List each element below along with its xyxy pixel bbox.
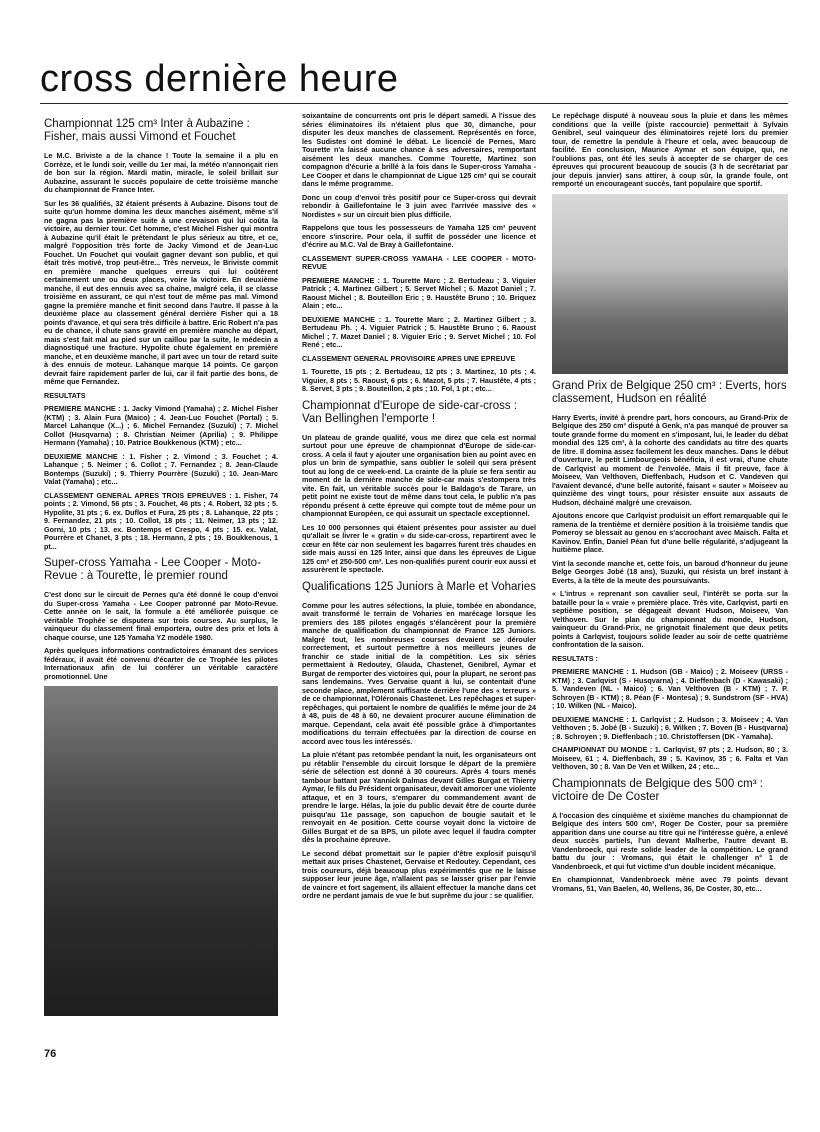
results-second-race: DEUXIEME MANCHE : 1. Fisher ; 2. Vimond ; 3. Fouchet ; 4. Lahanque ; 5. Neimer ; 6. Collot ; 7. Fernandez ; 8. Jean-Claude Bontemps (Suzuki) ; 9. Thierry Pourrère (Suzuki) ; 10. Jean-Marc Valat (Yamaha) ; etc... [44,451,278,486]
results-standings: 1. Tourette, 15 pts ; 2. Bertudeau, 12 pts ; 3. Martinez, 10 pts ; 4. Viguier, 8 pts ; 5. Raoust, 6 pts ; 6. Mazot, 5 pts ; 7. Haustête, 4 pts ; 8. Servet, 3 pts ; 9. Bouteillon, 2 pts ; 10. Fol, 1 pt ; etc... [302,367,536,393]
paragraph: Donc un coup d'envoi très positif pour ce Super-cross qui devrait rebondir à Gaillefontaine le 3 juin avec l'arrivée massive des « Nordistes » sur un circuit bien plus difficile. [302,192,536,219]
paragraph: Rappelons que tous les possesseurs de Yamaha 125 cm³ peuvent encore s'inscrire. Pour cela, il suffit de posséder une licence et d'écrire au M.C. Val de Bray à Gaillefontaine. [302,223,536,249]
results-standings: CLASSEMENT GENERAL APRES TROIS EPREUVES : 1. Fisher, 74 points ; 2. Vimond, 56 pts ; 3. Fouchet, 46 pts ; 4. Robert, 32 pts ; 5. Hypolite, 31 pts ; 6. ex. Duflos et Fura, 25 pts ; 8. Lahanque, 22 pts ; 9. Fernandez, 21 pts ; 10. Collot, 18 pts ; 11. Neimer, 13 pts ; 12. Gorni, 10 pts ; 13. ex. Bontemps et Crespo, 4 pts ; 15. ex. Valat, Pourrère et Chanet, 3 pts ; 18. Hermann, 2 pts ; 19. Boukkenous, 1 pt... [44,490,278,551]
motocross-riders-photo [552,194,788,374]
paragraph: Après quelques informations contradictoires émanant des services fédéraux, il avait été convenu d'écarter de ce Trophée les pilotes Internationaux afin de lui conférer un véritable caractère promotionnel. Une [44,646,278,681]
results-heading: CLASSEMENT SUPER-CROSS YAMAHA - LEE COOPER - MOTO-REVUE [302,253,536,271]
article-heading-gp-belgique: Grand Prix de Belgique 250 cm³ : Everts, hors classement, Hudson en réalité [552,379,787,405]
paragraph: Le repêchage disputé à nouveau sous la pluie et dans les mêmes conditions que la veille (piste raccourcie) permettait à Sylvain Genibrel, seul vainqueur des éliminatoires rejeté lors du premier tour, de remettre la pendule à l'heure et cela, avec beaucoup de facilité. En conclusion, Maurice Aymar et son équipe, qui, ne l'oublions pas, ont été les seuls à accepter de se charger de ces épreuves qui procurent beaucoup de soucis (3 h de secrétariat par jour depuis janvier) sans attirer, à coup sûr, la grande foule, ont remporté un encourageant succès, tant populaire que sportif. [552,111,788,188]
paragraph: Sur les 36 qualifiés, 32 étaient présents à Aubazine. Disons tout de suite qu'un homme domina les deux manches aisément, même s'il ne gagna pas la première suite à une crevaison qui lui coûta la victoire, au dernier tour. Cet homme, c'est Michel Fisher qui montra à Aubazine qu'il était le prétendant le plus sérieux au titre, et ce, malgré l'opposition très forte de Jacky Vimond et de Jean-Luc Fouchet. Un Fouchet qui voulait gagner devant son public, et qui était très motivé, trop peut-être... Très nerveux, le Briviste commit en première manche quelques erreurs qui lui coûtèrent certainement une ou deux places, voire la victoire. En deuxième manche, il eut des ennuis avec sa chaîne, malgré cela, il se classe troisième en assurant, ce qui n'est tout de même pas mal. Vimond gagne la première manche et finit second dans l'autre. Il passe à la deuxième place au classement général derrière Fisher qui a 18 points d'avance, et qui sera très difficile à battre. Eric Robert n'a pas eu de chance, il chute sans gravité en première manche au départ, mais s'est fait mal au pied sur un caillou par la suite, le médecin a diagnostiqué une fracture. Hypolite chute également en première manche, et en deuxième manche, il part avec un tour de retard suite à des ennuis de moteur. Lahanque marque 14 points. Ce garçon devrait faire rapidement parler de lui, car il fait partie des bons, de même que Fernandez. [44,198,278,386]
page-title: cross dernière heure [40,58,399,100]
results-first-race: PREMIERE MANCHE : 1. Jacky Vimond (Yamaha) ; 2. Michel Fisher (KTM) ; 3. Alain Fura (Maico) ; 4. Jean-Luc Fouchet (Portal) ; 5. Marcel Lahanque (X...) ; 6. Michel Fernandez (Suzuki) ; 7. Michel Collot (Husqvarna) ; 8. Christian Neimer (Aprilia) ; 9. Philippe Hermann (Yamaha) ; 10. Patrice Boukkenous (KTM) ; etc... [44,404,278,447]
results-heading: RESULTATS : [552,653,598,663]
results-second-race: DEUXIEME MANCHE : 1. Carlqvist ; 2. Hudson ; 3. Moiseev ; 4. Van Velthoven ; 5. Jobé (B - Suzuki) ; 6. Wilken ; 7. Boven (B - Husqvarna) ; 8. Schroyen ; 9. Dieffenbach ; 10. Christoffersen (DK - Yamaha). [552,714,788,741]
paragraph: Le M.C. Briviste a de la chance ! Toute la semaine il a plu en Corrèze, et le lundi soir, veille du 1er mai, la météo n'annonçait rien de bon sur la région. Mardi matin, miracle, le soleil brillait sur Aubazine, assurant le succès populaire de cette troisième manche du championnat de France Inter. [44,151,278,194]
article-heading-supercross: Super-cross Yamaha - Lee Cooper - Moto-Revue : à Tourette, le premier round [44,557,261,582]
paragraph: La pluie n'étant pas retombée pendant la nuit, les organisateurs ont pu rétablir l'ensemble du circuit lorsque le départ de la première série de sélection est donné à 30 coureurs. Après 4 tours menés tambour battant par Yannick Dalmas devant Gilles Burgat et Thierry Aymar, le fils du Président organisateur, devait amorcer une violente attaque, et en 3 tours, s'emparer du commandement avant de prendre le large. Hélas, la joie du public devait être de courte durée puisqu'au 11e passage, son capuchon de bougie sautait et le renvoyait en 4e position. Cette course voyait donc la victoire de Gilles Burgat et de sa BPS, un pilote avec lequel il faudra compter dès la prochaine épreuve. [302,750,536,844]
article-heading-aubazine: Championnat 125 cm³ Inter à Aubazine : Fisher, mais aussi Vimond et Fouchet [44,118,250,143]
paragraph: Comme pour les autres sélections, la pluie, tombée en abondance, avait transformé le terrain de Voharies en marécage lorsque les premiers des 185 pilotes engagés s'élancèrent pour la première manche de qualification du championnat de France 125 Juniors. Malgré tout, les nombreuses courses devaient se dérouler correctement, et surtout permettre à nos meilleurs jeunes de franchir ce stade initial de la compétition. Les six séries permettaient à Redoutey, Glauda, Chastenet, Genibrel, Aymar et Burgat de remporter des victoires qui, pour la plupart, ne seront pas sans lendemains. Yves Gervaise quant à lui, se contentait d'une seconde place, amplement suffisante derrière l'une des « terreurs » de ce championnat, l'Oléronais Chastenet. Les repêchages et super-repêchages, qui portaient le nombre de qualifiés le même jour de 24 à 48, puis de 48 à 60, ne devaient procurer aucune élimination de marque. Cependant, cela avait été possible grâce à d'importantes modifications du terrain effectuées par la direction de course en accord avec tous les intéressés. [302,600,536,746]
results-world-championship: CHAMPIONNAT DU MONDE : 1. Carlqvist, 97 pts ; 2. Hudson, 80 ; 3. Moiseev, 61 ; 4. Dieffenbach, 39 ; 5. Kavinov, 35 ; 6. Falta et Van Velthoven, 30 ; 8. Van De Ven et Wilken, 24 ; etc... [552,745,788,771]
paragraph: Vint la seconde manche et, cette fois, un baroud d'honneur du jeune Belge Georges Jobé (18 ans), Suzuki, qui résista un bref instant à Everts, à la tête de la meute des poursuivants. [552,558,788,585]
results-first-race: PREMIERE MANCHE : 1. Tourette Marc ; 2. Bertudeau ; 3. Viguier Patrick ; 4. Martinez Gilbert ; 5. Servet Michel ; 6. Mazot Daniel ; 7. Raoust Michel ; 8. Bouteillon Eric ; 9. Haustête Bruno ; 10. Briquez Alain ; etc... [302,275,536,310]
results-heading: RESULTATS [44,390,86,400]
page-number: 76 [44,1048,57,1060]
paragraph: Un plateau de grande qualité, vous me direz que cela est normal surtout pour une épreuve de championnat d'Europe de side-car-cross. A cela il faut y ajouter une organisation bien au point avec en plus un brin de sympathie, sans oublier le soleil qui sera présent tout au long de ce week-end. La crainte de la pluie se fera sentir au moment de la dernière manche de side-car mais s'estompera très vite. En fait, un véritable succès pour le Baldago's de Tarare, un petit point ne existe tout de même dans tout cela, le public n'a pas répondu présent à cette épreuve qui compte tout de même pour un championnat Européen, ce qui assurait un spectacle exceptionnel. [302,432,536,518]
paragraph: Les 10 000 personnes qui étaient présentes pour assister au duel qu'allait se livrer le « gratin » du side-car-cross, repartirent avec le cœur en fête car non seulement les bagarres furent très chaudes en side mais aussi en 125 Inter, ainsi que dans les épreuves de Ligue 125 cm³ et 250-500 cm³. Les non-qualifiés purent courir eux aussi et assurèrent le spectacle. [302,522,536,574]
paragraph: « L'intrus » reprenant son cavalier seul, l'intérêt se porta sur la bataille pour la « vraie » première place. Très vite, Carlqvist, parti en septième position, se dégageait devant Hudson, Moiseev, Van Velthoven. Sur le plan du championnat du monde, Hudson, vainqueur du Grand-Prix, ne grignotait finalement que deux petits points à Carlqvist, toujours solide leader au soir de cette quatrième confrontation de la saison. [552,589,788,649]
motocross-start-photo [44,686,278,1016]
results-standings-heading: CLASSEMENT GENERAL PROVISOIRE APRES UNE EPREUVE [302,353,516,363]
column-3 [552,112,788,898]
paragraph: Le second débat promettait sur le papier d'être explosif puisqu'il mettait aux prises Chastenet, Gervaise et Redoutey. Cependant, ces trois coureurs, déjà beaucoup plus expérimentés que ne le laisse supposer leur jeune âge, n'allaient pas se laisser griser par l'envie de vaincre et fort sagement, ils allaient effectuer la manche dans cet ordre ne perdant jamais de vue le but suprême du jour : se qualifier. [302,848,536,900]
article-heading-juniors: Qualifications 125 Juniors à Marle et Voharies [302,580,536,593]
results-second-race: DEUXIEME MANCHE : 1. Tourette Marc ; 2. Martinez Gilbert ; 3. Bertudeau Ph. ; 4. Viguier Patrick ; 5. Haustête Bruno ; 6. Raoust Michel ; 7. Mazet Daniel ; 8. Viguier Eric ; 9. Servet Michel ; 10. Fol René ; etc... [302,314,536,349]
column-2 [302,112,536,906]
paragraph: A l'occasion des cinquième et sixième manches du championnat de Belgique des inters 500 cm³, Roger De Coster, pour sa première apparition dans une course au titre qui ne l'intéresse guère, a enlevé deux succès partiels, l'un devant Malherbe, l'autre devant B. Vandenbroeck, qui reste solide leader de la compétition. Le grand battu du jour : Vromans, qui était le challenger n° 1 de Vandenbroeck, et qui fut victime d'un double incident mécanique. [552,810,788,871]
paragraph: En championnat, Vandenbroeck mène avec 79 points devant Vromans, 51, Van Baelen, 40, Wellens, 36, De Coster, 30, etc... [552,875,788,893]
paragraph: C'est donc sur le circuit de Pernes qu'a été donné le coup d'envoi du Super-cross Yamaha - Lee Cooper patronné par Moto-Revue. Cette année on le sait, la formule a été améliorée puisque ce véritable Trophée se disputera sur trois courses. Au surplus, le vainqueur du classement final emportera, outre des prix et lots à chaque course, une 125 Yamaha YZ modèle 1980. [44,590,278,642]
article-heading-sidecar: Championnat d'Europe de side-car-cross : Van Bellinghen l'emporte ! [302,399,518,425]
column-1 [44,112,278,1022]
paragraph: Ajoutons encore que Carlqvist produisit un effort remarquable qui le ramena de la trentième et dernière position à la troisième tandis que Pomeroy se blessait au genou en s'accrochant avec Maisch. Falta et Kavinov. Enfin, Daniel Péan fut d'une belle régularité, s'adjugeant la huitième place. [552,511,788,554]
article-heading-belgique-500: Championnats de Belgique des 500 cm³ : victoire de De Coster [552,777,763,803]
results-first-race: PREMIERE MANCHE : 1. Hudson (GB - Maico) ; 2. Moiseev (URSS - KTM) ; 3. Carlqvist (S - Husqvarna) ; 4. Dieffenbach (D - Kawasaki) ; 5. Vandeven (NL - Maico) ; 6. Van Velthoven (B - KTM) ; 7. P. Schroyen (B - KTM) ; 8. Péan (F - Montesa) ; 9. Sundstrom (SF - HVA) ; 10. Wilken (NL - Maico). [552,667,788,710]
paragraph: Harry Everts, invité à prendre part, hors concours, au Grand-Prix de Belgique des 250 cm³ disputé à Genk, n'a pas manqué de prouver sa toute grande forme du moment en s'imposant, lui, le leader du débat mondial des 125 cm³, à la cohorte des candidats au titre des quarts de litre. Il domina assez facilement les deux manches. Dans le début d'ouverture, le petit Limbourgeois bénéficia, il est vrai, d'une chute de Carlqvist au moment de l'envolée. Mais il fit preuve, face à Moiseev, Van Velthoven, Dieffenbach, Hudson et C. Vandeven qui l'avaient devancé, d'une belle autorité, faisant « sauter » Moiseev au quinzième des vingt tours, pour résister ensuite aux assauts de Hudson, déchainé malgré une crevaison. [552,412,788,507]
title-rule-bottom [40,103,788,104]
paragraph: soixantaine de concurrents ont pris le départ samedi. A l'issue des séries éliminatoires ils n'étaient plus que 30, dimanche, pour disputer les deux manches de classement. Représentés en force, les Sudistes ont dominé le débat. Le licencié de Pernes, Marc Tourette n'a laissé aucune chance à ses adversaires, remportant aisément les deux manches. Comme Tourette, Martinez son compagnon d'écurie a brillé à la fois dans le Super-cross Yamaha - Lee Cooper et dans le championnat de Ligue 125 cm³ qui se courait dans le même programme. [302,111,536,188]
